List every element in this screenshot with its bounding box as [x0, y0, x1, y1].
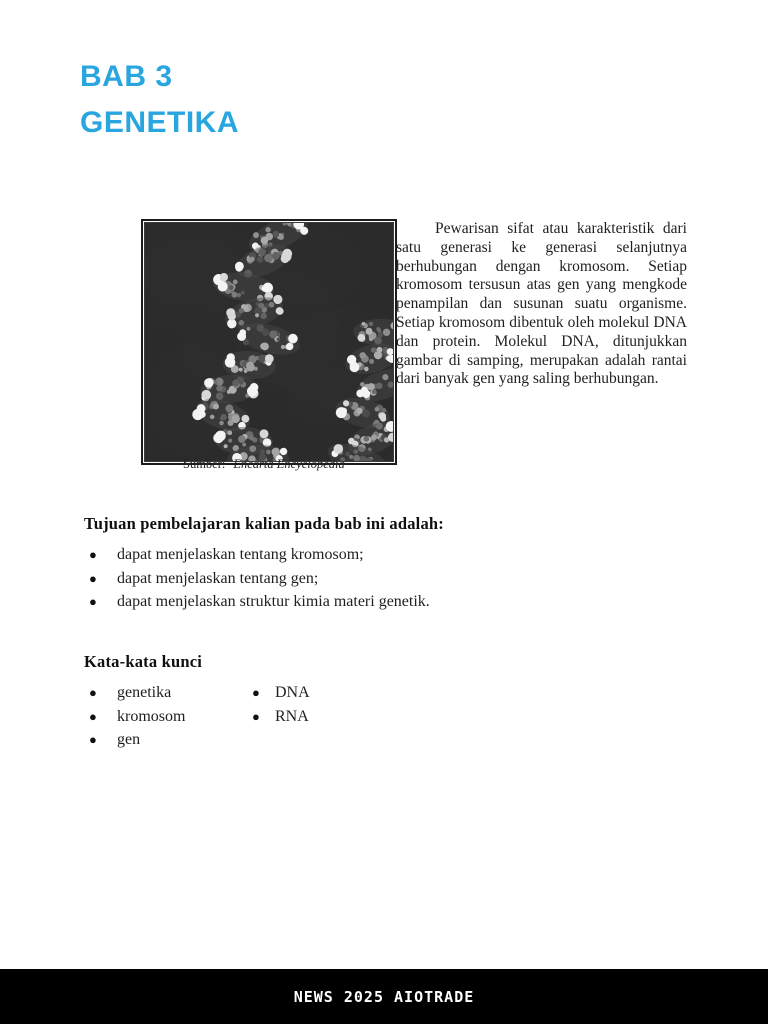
bullet-icon: ●	[89, 594, 97, 609]
list-item	[252, 681, 310, 705]
bullet-icon: ●	[89, 708, 97, 724]
list-item	[252, 705, 310, 729]
objectives-section	[84, 514, 704, 614]
list-item	[84, 543, 704, 567]
bullet-icon: ●	[252, 708, 260, 724]
list-item	[84, 590, 704, 614]
bullet-icon: ●	[89, 732, 97, 747]
objective-text: dapat menjelaskan tentang kromosom;	[117, 546, 364, 563]
keywords-column-2	[252, 681, 310, 728]
list-item	[84, 728, 504, 752]
chapter-label: BAB 3	[80, 60, 173, 93]
keywords-section	[84, 652, 504, 752]
intro-paragraph: Pewarisan sifat atau karakteristik dari satu generasi ke generasi selanjutnya berhubungan dengan kromosom. Setiap kromosom tersusun atas gen yang mengkode penampilan dan susunan suatu organisme. Setiap kromosom dibentuk oleh molekul DNA dan protein. Molekul DNA, ditunjukkan gambar di samping, merupakan adalah rantai dari banyak gen yang saling berhubungan.	[396, 220, 687, 388]
keywords-heading: Kata-kata kunci	[84, 652, 203, 671]
keyword-text: kromosom	[117, 707, 186, 725]
bullet-icon: ●	[89, 547, 97, 562]
objective-text: dapat menjelaskan struktur kimia materi genetik.	[117, 593, 430, 610]
caption-source: Encarta Encyclopedia	[233, 457, 345, 471]
keyword-text: RNA	[275, 707, 309, 725]
keywords-lists	[84, 681, 504, 752]
keyword-text: DNA	[275, 684, 310, 701]
keyword-text: genetika	[117, 684, 172, 701]
dna-figure	[141, 219, 397, 465]
figure-caption	[183, 457, 345, 472]
bullet-icon: ●	[89, 685, 97, 700]
bullet-icon: ●	[252, 685, 260, 700]
bullet-icon: ●	[89, 570, 97, 586]
footer-bar	[0, 969, 768, 1024]
dna-molecule-illustration	[145, 223, 393, 461]
objectives-heading: Tujuan pembelajaran kalian pada bab ini adalah:	[84, 514, 444, 533]
dna-photo	[145, 223, 393, 461]
objective-text: dapat menjelaskan tentang gen;	[117, 569, 319, 587]
caption-label: Sumber:	[183, 457, 226, 471]
footer-text: NEWS 2025 AIOTRADE	[293, 987, 475, 1006]
chapter-title: GENETIKA	[80, 106, 240, 139]
keyword-text: gen	[117, 731, 141, 748]
list-item	[84, 567, 704, 591]
